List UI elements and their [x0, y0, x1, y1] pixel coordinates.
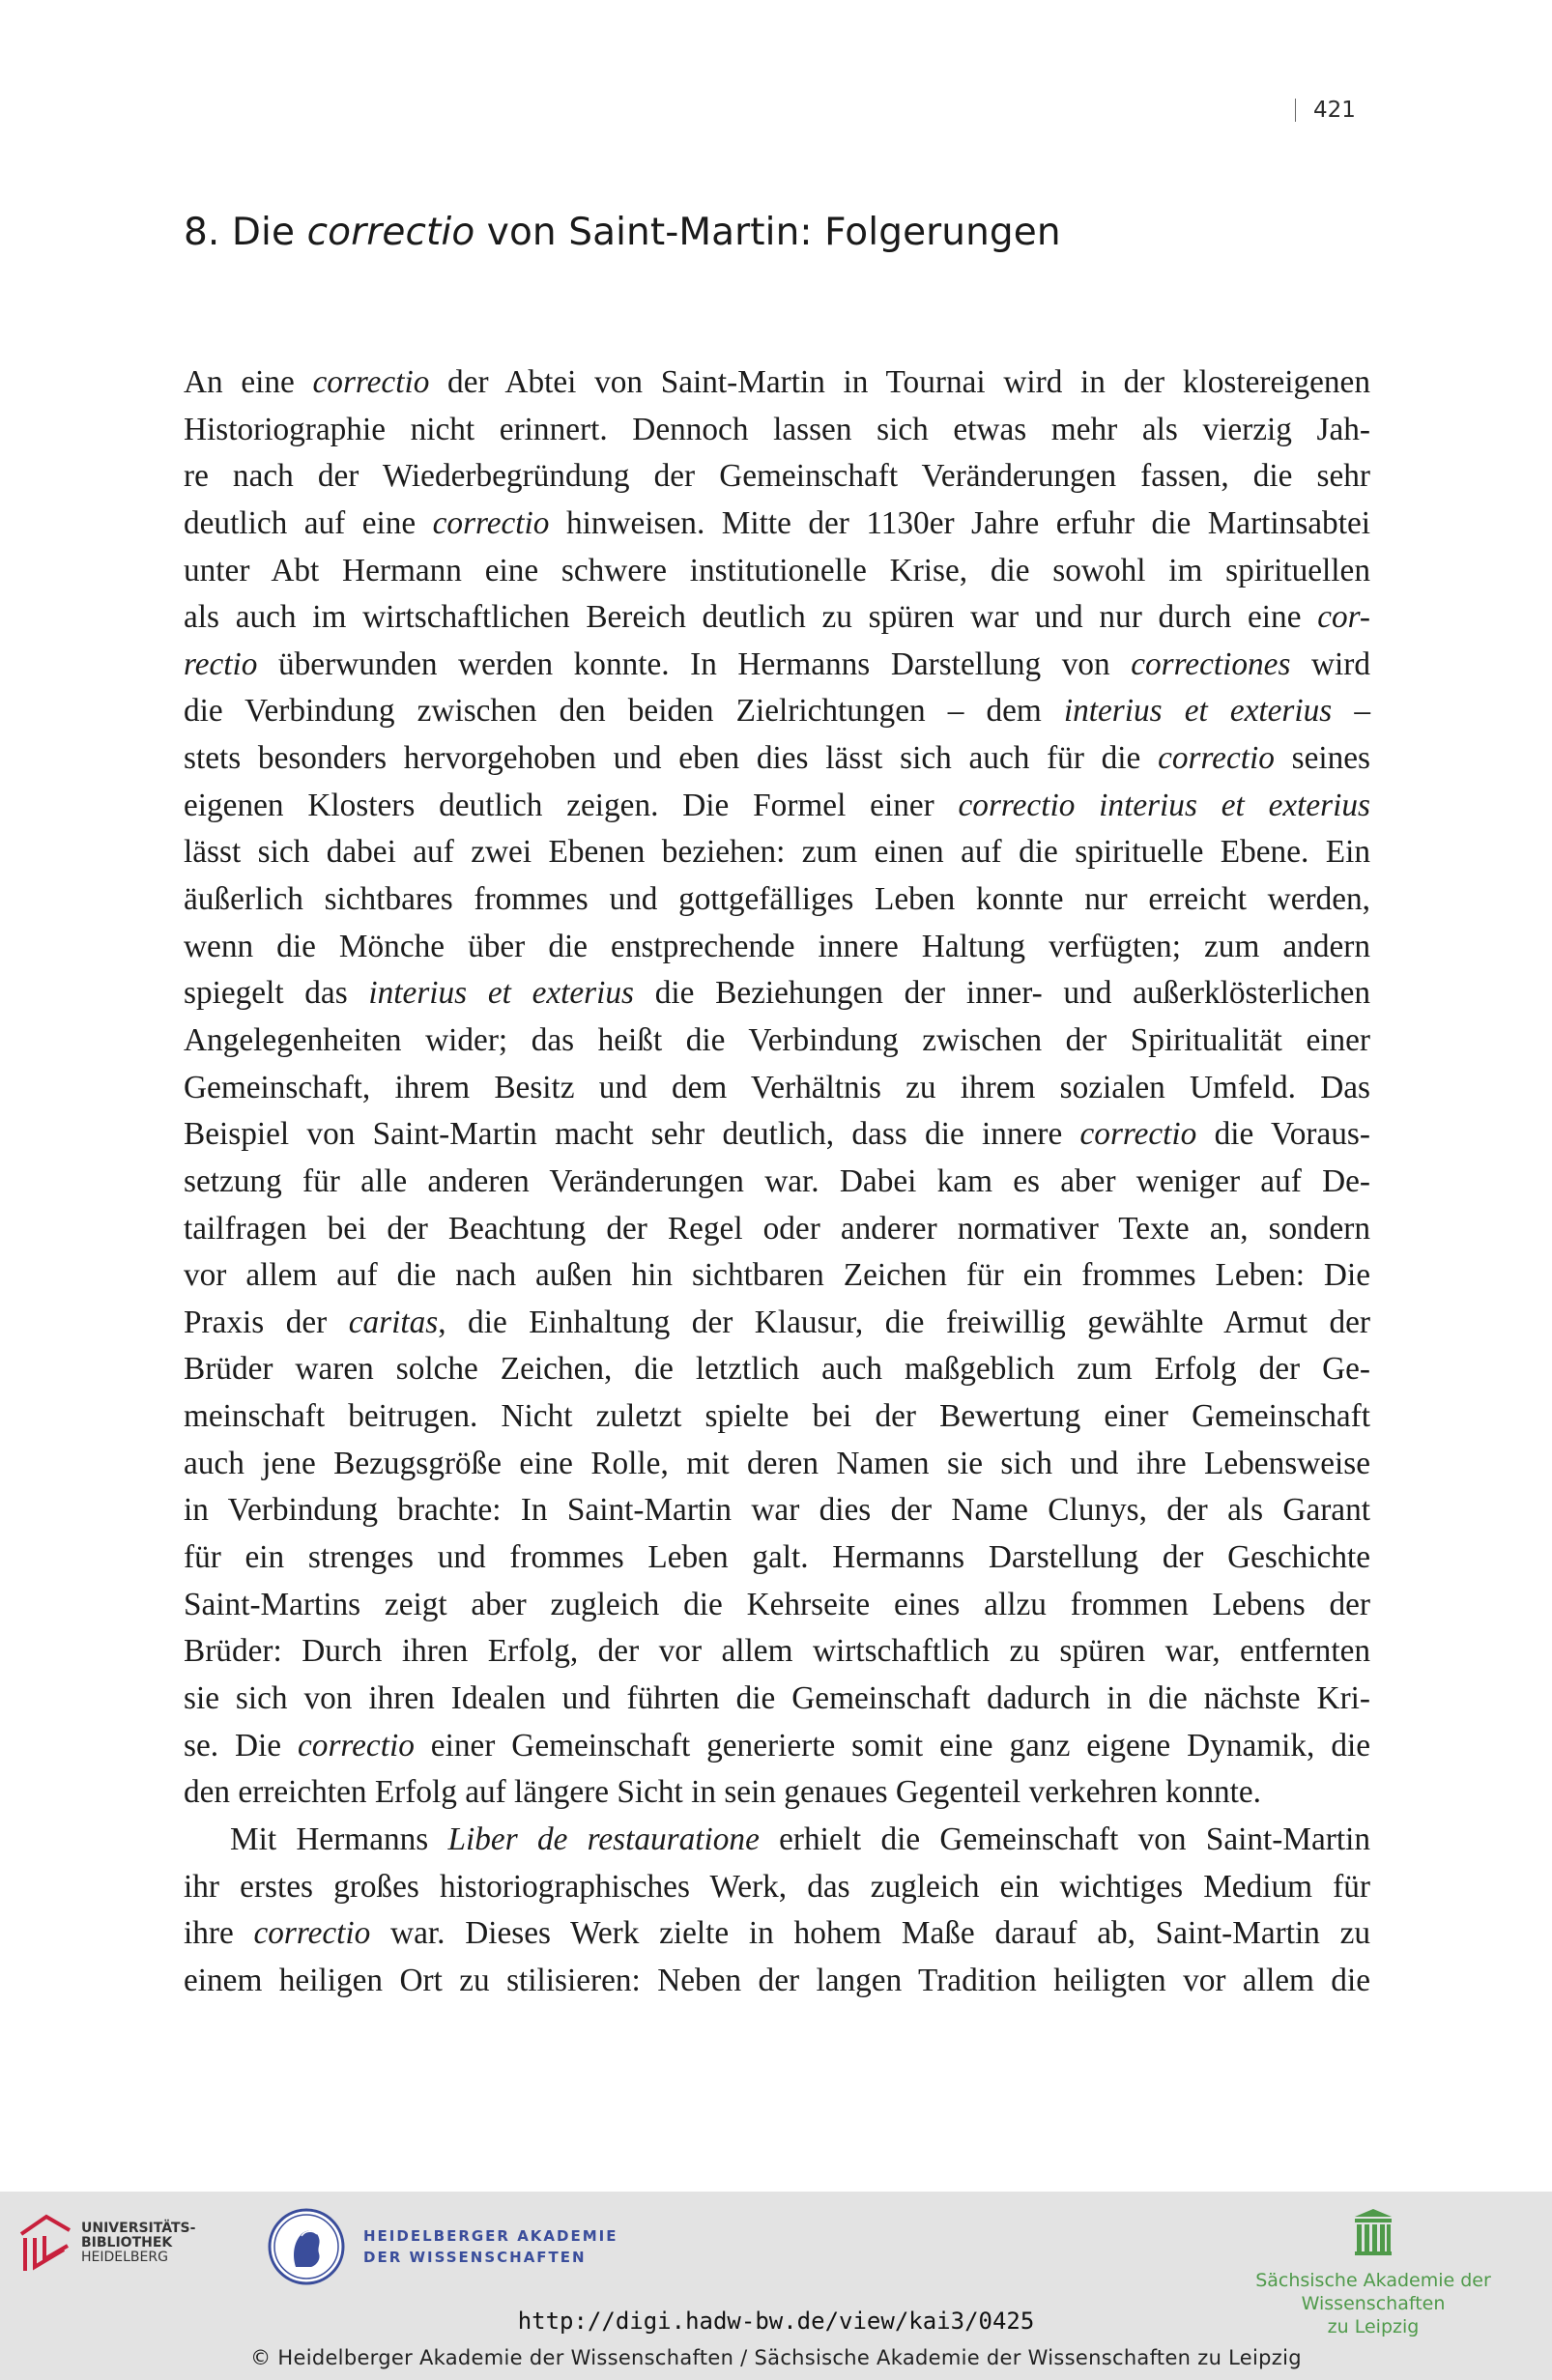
haw-logo[interactable] — [267, 2207, 618, 2286]
page-number-divider — [1295, 99, 1296, 122]
italic-term: interius et exterius — [368, 975, 634, 1012]
body-line — [184, 1676, 1370, 1723]
ub-line: BIBLIOTHEK — [81, 2234, 173, 2251]
body-line — [184, 1817, 1370, 1864]
body-line — [184, 407, 1370, 454]
haw-line: HEIDELBERGER AKADEMIE — [363, 2227, 618, 2245]
body-line — [184, 1018, 1370, 1065]
text-run: in Verbindung brachte: In Saint-Martin war dies der Name Clunys, der als Garant — [184, 1492, 1370, 1529]
body-line — [184, 1487, 1370, 1534]
text-run: An eine — [184, 364, 313, 400]
chapter-title-italic: correctio — [306, 211, 475, 254]
italic-term: correctio — [432, 504, 550, 541]
body-line — [184, 829, 1370, 876]
italic-term: caritas — [348, 1304, 439, 1340]
body-line — [184, 453, 1370, 501]
italic-term: correctio — [298, 1727, 415, 1763]
text-run: ihre — [184, 1915, 254, 1952]
text-run: einer Gemeinschaft generierte somit eine ganz eigene Dynamik, die — [414, 1727, 1370, 1763]
ub-line: HEIDELBERG — [81, 2249, 168, 2265]
text-run: äußerlich sichtbares frommes und gottgefälliges Leben konnte nur erreicht werden, — [184, 881, 1370, 918]
body-line — [184, 548, 1370, 595]
italic-term: interius et exterius — [1063, 693, 1333, 730]
text-run: hinweisen. Mitte der 1130er Jahre erfuhr die Martinsabtei — [549, 504, 1370, 541]
body-line — [184, 1628, 1370, 1676]
body-line — [184, 501, 1370, 548]
ub-line: UNIVERSITÄTS- — [81, 2220, 196, 2236]
body-line — [184, 642, 1370, 689]
body-line — [184, 1910, 1370, 1958]
body-line — [184, 1441, 1370, 1488]
chapter-title-part: von Saint-Martin: Folgerungen — [474, 211, 1061, 254]
body-line — [184, 1582, 1370, 1629]
body-line — [184, 1111, 1370, 1159]
italic-term: rectio — [184, 645, 258, 682]
body-line — [184, 876, 1370, 924]
body-line — [184, 1159, 1370, 1206]
body-line — [184, 1534, 1370, 1582]
text-run: se. Die — [184, 1727, 299, 1763]
text-run: lässt sich dabei auf zwei Ebenen beziehen: zum einen auf die spirituelle Ebene. Ein — [184, 834, 1370, 871]
ub-heidelberg-emblem-icon — [17, 2211, 73, 2275]
text-run: Praxis der — [184, 1304, 349, 1340]
ub-heidelberg-wordmark — [81, 2222, 195, 2265]
text-run: spiegelt das — [184, 975, 369, 1012]
text-run: die Verbindung zwischen den beiden Zielrichtungen – dem — [184, 693, 1064, 730]
haw-wordmark — [363, 2225, 618, 2268]
text-run: deutlich auf eine — [184, 504, 433, 541]
italic-term: correctiones — [1131, 645, 1291, 682]
text-run: seines — [1274, 740, 1370, 777]
body-line — [184, 1300, 1370, 1347]
text-run: Brüder: Durch ihren Erfolg, der vor allem wirtschaftlich zu spüren war, entfernten — [184, 1633, 1370, 1670]
text-run: für ein strenges und frommes Leben galt. Hermanns Darstellung der Geschichte — [184, 1539, 1370, 1576]
text-run: die Voraus- — [1196, 1116, 1370, 1153]
text-run: Mit Hermanns — [230, 1821, 448, 1857]
body-line — [184, 688, 1370, 735]
text-run: war. Dieses Werk zielte in hohem Maße darauf ab, Saint-Martin zu — [370, 1915, 1370, 1952]
page-number — [1295, 95, 1368, 126]
ub-heidelberg-logo[interactable] — [17, 2211, 195, 2275]
text-run: stets besonders hervorgehoben und eben dies lässt sich auch für die — [184, 740, 1159, 777]
haw-medallion-icon — [267, 2207, 346, 2286]
body-line — [184, 735, 1370, 783]
text-run: meinschaft beitrugen. Nicht zuletzt spielte bei der Bewertung einer Gemeinschaft — [184, 1398, 1370, 1435]
body-line — [184, 783, 1370, 830]
italic-term: cor- — [1317, 599, 1370, 636]
text-run: überwunden werden konnte. In Hermanns Darstellung von — [257, 645, 1132, 682]
body-line — [184, 1346, 1370, 1393]
text-run: wird — [1290, 645, 1370, 682]
saw-line: Sächsische Akademie der Wissenschaften — [1255, 2270, 1491, 2314]
body-line — [184, 924, 1370, 971]
text-run: einem heiligen Ort zu stilisieren: Neben der langen Tradition heiligten vor allem die — [184, 1962, 1370, 1998]
saw-line: zu Leipzig — [1327, 2316, 1420, 2337]
text-run: Gemeinschaft, ihrem Besitz und dem Verhältnis zu ihrem sozialen Umfeld. Das — [184, 1069, 1370, 1105]
saw-building-icon — [1353, 2209, 1394, 2257]
text-run: unter Abt Hermann eine schwere institutionelle Krise, die sowohl im spirituellen — [184, 552, 1370, 588]
body-text — [184, 359, 1370, 2004]
body-line — [184, 594, 1370, 642]
text-run: – — [1332, 693, 1370, 730]
text-run: re nach der Wiederbegründung der Gemeinschaft Veränderungen fassen, die sehr — [184, 458, 1370, 495]
italic-term: correctio interius et exterius — [958, 787, 1370, 823]
body-line — [184, 1065, 1370, 1112]
body-line — [184, 359, 1370, 407]
text-run: vor allem auf die nach außen hin sichtbaren Zeichen für ein frommes Leben: Die — [184, 1257, 1370, 1294]
text-run: wenn die Mönche über die enstprechende innere Haltung verfügten; zum andern — [184, 928, 1370, 964]
italic-term: correctio — [312, 364, 430, 400]
text-run: eigenen Klosters deutlich zeigen. Die Formel einer — [184, 787, 959, 823]
text-run: ihr erstes großes historiographisches Werk, das zugleich ein wichtiges Medium für — [184, 1868, 1370, 1905]
page-number-text: 421 — [1313, 98, 1356, 123]
italic-term: correctio — [253, 1915, 371, 1952]
body-line — [184, 1769, 1370, 1817]
haw-line: DER WISSENSCHAFTEN — [363, 2249, 587, 2266]
text-run: Historiographie nicht erinnert. Dennoch lassen sich etwas mehr als vierzig Jah- — [184, 411, 1370, 447]
text-run: Angelegenheiten wider; das heißt die Verbindung zwischen der Spiritualität einer — [184, 1021, 1370, 1058]
text-run: die Beziehungen der inner- und außerklösterlichen — [634, 975, 1370, 1012]
body-line — [184, 1206, 1370, 1253]
copyright-notice: © Heidelberger Akademie der Wissenschaften / Sächsische Akademie der Wissenschaften zu Leipzig — [250, 2346, 1302, 2369]
text-run: sie sich von ihren Idealen und führten die Gemeinschaft dadurch in die nächste Kri- — [184, 1679, 1370, 1716]
body-line — [184, 1723, 1370, 1770]
text-run: auch jene Bezugsgröße eine Rolle, mit deren Namen sie sich und ihre Lebensweise — [184, 1445, 1370, 1481]
italic-term: Liber de restauratione — [447, 1821, 760, 1857]
text-run: tailfragen bei der Beachtung der Regel oder anderer normativer Texte an, sondern — [184, 1210, 1370, 1247]
body-line — [184, 970, 1370, 1018]
digitization-footer — [0, 2192, 1552, 2380]
text-run: Brüder waren solche Zeichen, die letztlich auch maßgeblich zum Erfolg der Ge- — [184, 1351, 1370, 1388]
body-line — [184, 1393, 1370, 1441]
permalink-url[interactable]: http://digi.hadw-bw.de/view/kai3/0425 — [517, 2308, 1035, 2335]
text-run: erhielt die Gemeinschaft von Saint-Martin — [759, 1821, 1370, 1857]
chapter-title-part: 8. Die — [184, 211, 307, 254]
italic-term: correctio — [1158, 740, 1275, 777]
text-run: Saint-Martins zeigt aber zugleich die Kehrseite eines allzu frommen Lebens der — [184, 1586, 1370, 1622]
text-run: Beispiel von Saint-Martin macht sehr deutlich, dass die innere — [184, 1116, 1080, 1153]
italic-term: correctio — [1079, 1116, 1197, 1153]
body-line — [184, 1864, 1370, 1911]
text-run: setzung für alle anderen Veränderungen war. Dabei kam es aber weniger auf De- — [184, 1162, 1370, 1199]
chapter-title — [184, 211, 1061, 254]
text-run: den erreichten Erfolg auf längere Sicht in sein genaues Gegenteil verkehren konnte. — [184, 1774, 1261, 1811]
body-line — [184, 1252, 1370, 1300]
text-run: der Abtei von Saint-Martin in Tournai wird in der klostereigenen — [429, 364, 1370, 400]
body-line — [184, 1958, 1370, 2005]
text-run: , die Einhaltung der Klausur, die freiwillig gewählte Armut der — [438, 1304, 1370, 1340]
text-run: als auch im wirtschaftlichen Bereich deutlich zu spüren war und nur durch eine — [184, 599, 1318, 636]
